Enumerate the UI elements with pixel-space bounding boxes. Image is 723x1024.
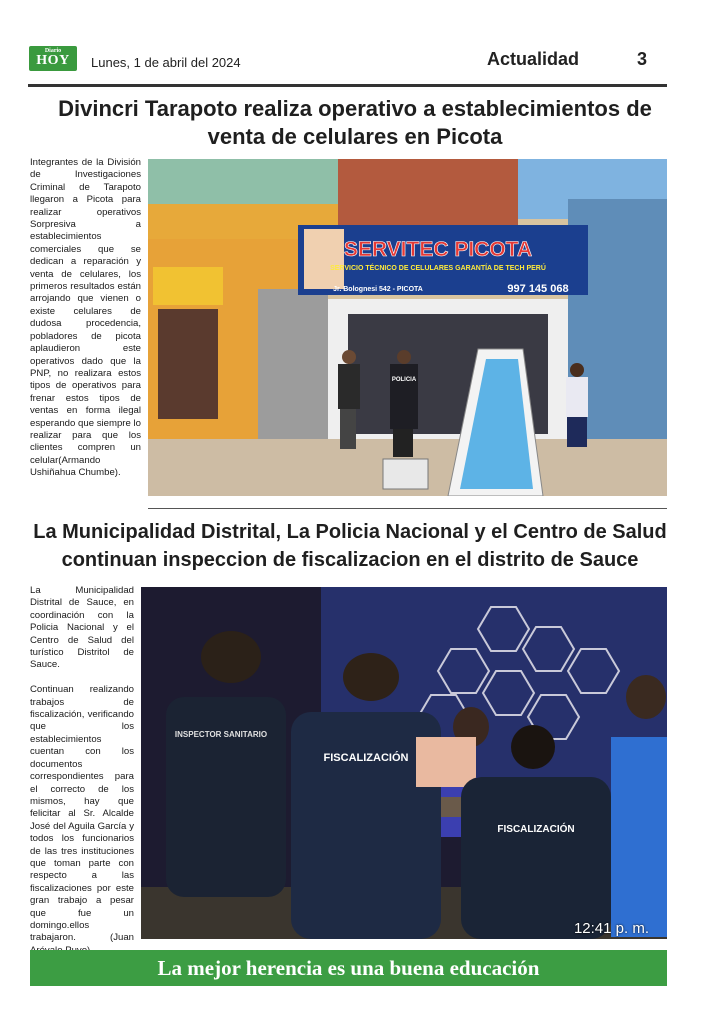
article2-photo [141, 587, 667, 939]
article1-headline: Divincri Tarapoto realiza operativo a establecimientos de venta de celulares en Picota [58, 96, 652, 149]
footer-banner: La mejor herencia es una buena educación [30, 950, 667, 986]
article-divider [148, 508, 667, 509]
logo-small-text: Diario [44, 48, 62, 54]
sign-subtitle-text: SERVICIO TÉCNICO DE CELULARES GARANTÍA DE TECH PERÚ [330, 265, 546, 272]
sign-phone-text: 997 145 068 [507, 283, 569, 295]
article1-body: Integrantes de la División de Investigaciones Criminal de Tarapoto llegaron a Picota para realizar operativos Sorpresiva a establecimientos comerciales que se dedican a reparación y venta de celulares, los primeros resultados están arrojando que vienen o existe celulares de dudosa procedencia, pobladores de picota aplaudieron este operativos dado que la PNP, no realizara estos tipos de operativos para frenar estos tipos de ventas en forma ilegal esperando que siempre lo realizar para que los clientes compren un celular(Armando Ushiñahua Chumbe). [30, 157, 141, 479]
police-vest-text: POLICIA [391, 377, 417, 383]
article1-photo [148, 159, 667, 496]
photo-timestamp: 12:41 p. m. [573, 920, 649, 937]
section-name: Actualidad [487, 49, 580, 69]
newspaper-logo [29, 46, 77, 71]
fiscalizacion-vest-text-2: FISCALIZACIÓN [497, 824, 575, 835]
issue-date: Lunes, 1 de abril del 2024 [91, 55, 241, 70]
inspector-vest-text: INSPECTOR SANITARIO [174, 730, 268, 739]
sign-address-text: Jr. Bolognesi 542 - PICOTA [333, 286, 423, 293]
article2-headline: La Municipalidad Distrital, La Policia Nacional y el Centro de Salud continuan inspeccion de fiscalizacion en el distrito de Sauce [33, 521, 667, 571]
sign-title-text: SERVITEC PICOTA [343, 238, 533, 261]
page-number: 3 [637, 49, 648, 69]
fiscalizacion-vest-text-1: FISCALIZACIÓN [323, 752, 409, 764]
logo-big-text: HOY [36, 53, 70, 68]
article2-body: La Municipalidad Distrital de Sauce, en coordinación con la Policia Nacional y el Centro de Salud del turístico Distritol de Sauce. Continuan realizando trabajos de fiscalización, verificando que los establecimientos cuentan con los documentos correspondientes para el correcto de los mismos, hay que felicitar al Sr. Alcalde José del Aguila García y todos los funcionarios de las tres instituciones que toman parte con respecto a las fiscalizaciones por este gran trabajo a pesar que fue un domingo.ellos trabajaron. (Juan [30, 585, 134, 944]
header-divider [28, 84, 667, 87]
